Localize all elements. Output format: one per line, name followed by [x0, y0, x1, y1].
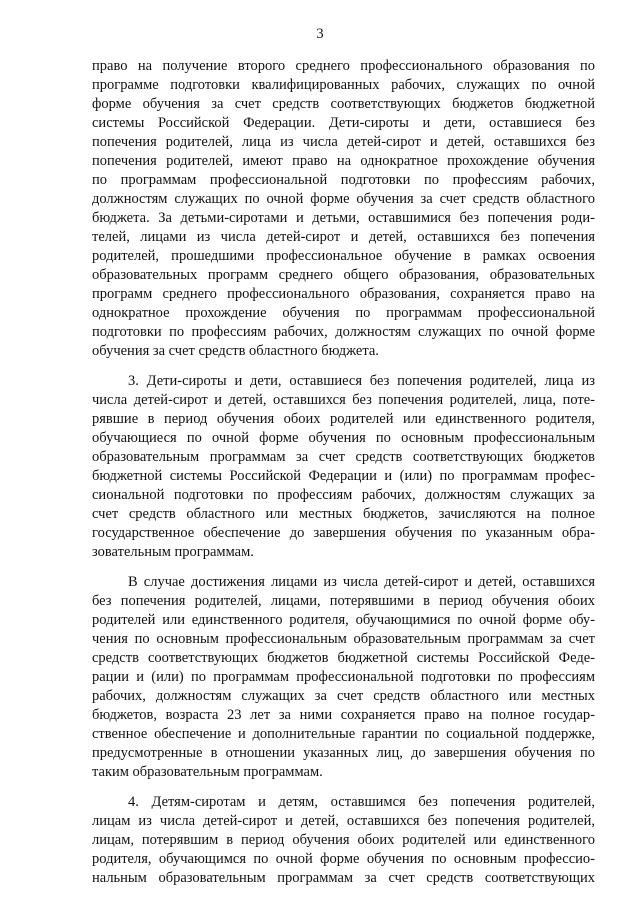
text-line: по программам профессиональной подготовки по профессиям рабочих, [92, 172, 595, 188]
text-line: лицам из числа детей-сирот и детей, оставшихся без попечения родителей, [92, 813, 595, 829]
text-line: подготовки по профессиям рабочих, должностям служащих по очной форме [92, 324, 595, 340]
text-line: родителей или единственного родителя, обучающимися по очной форме обу- [92, 612, 595, 628]
text-line: однократное прохождение обучения по программам профессиональной [92, 305, 595, 321]
text-line: образовательных программ среднего общего образования, образовательных [92, 267, 595, 283]
text-line: должностям служащих по очной форме обучения за счет средств областного [92, 191, 595, 207]
text-line: рации и (или) по программам профессиональной подготовки по профессиям [92, 669, 595, 685]
text-line: бюджета. За детьми-сиротами и детьми, оставшимися без попечения роди- [92, 210, 595, 226]
text-line: 4. Детям-сиротам и детям, оставшимся без попечения родителей, [128, 794, 595, 810]
text-line: рявшие в период обучения обоих родителей или единственного родителя, [92, 411, 595, 427]
text-line: бюджетов, возраста 23 лет за ними сохраняется право на полное государ- [92, 707, 595, 723]
text-line: программе подготовки квалифицированных рабочих, служащих по очной [92, 77, 595, 93]
text-line: таким образовательным программам. [92, 764, 323, 780]
page-number: 3 [316, 26, 324, 42]
text-line: 3. Дети-сироты и дети, оставшиеся без попечения родителей, лица из [128, 373, 595, 389]
text-line: программ среднего профессионального образования, сохраняется право на [92, 286, 595, 302]
text-line: В случае достижения лицами из числа детей-сирот и детей, оставшихся [128, 574, 595, 590]
text-line: рабочих, должностям служащих за счет средств областного или местных [92, 688, 595, 704]
text-line: родителя, обучающимся по очной форме обучения по основным профессио- [92, 851, 595, 867]
text-line: бюджетной системы Российской Федерации и (или) по программам профес- [92, 468, 595, 484]
text-line: сиональной подготовки по профессиям рабочих, должностям служащих за [92, 487, 595, 503]
text-line: образовательным программам за счет средств соответствующих бюджетов [92, 449, 595, 465]
text-line: чения по основным профессиональным образовательным программам за счет [92, 631, 595, 647]
text-line: обучающиеся по очной форме обучения по основным профессиональным [92, 430, 595, 446]
text-line: попечения родителей, лица из числа детей-сирот и детей, оставшихся без [92, 134, 595, 150]
document-body [92, 57, 595, 899]
text-line: право на получение второго среднего профессионального образования по [92, 58, 595, 74]
text-line: зовательным программам. [92, 544, 254, 560]
text-line: без попечения родителей, лицами, потерявшими в период обучения обоих [92, 593, 595, 609]
text-line: счет средств областного или местных бюджетов, зачисляются на полное [92, 506, 595, 522]
text-line: обучения за счет средств областного бюджета. [92, 343, 379, 359]
text-line: форме обучения за счет средств соответствующих бюджетов бюджетной [92, 96, 595, 112]
paragraph-item-4 [92, 793, 595, 888]
paragraph-item-3 [92, 372, 595, 562]
text-line: родителей, прошедшими профессиональное обучение в рамках освоения [92, 248, 595, 264]
text-line: средств соответствующих бюджетов бюджетной системы Российской Феде- [92, 650, 595, 666]
text-line: предусмотренные в отношении указанных лиц, до завершения обучения по [92, 745, 595, 761]
text-line: нальным образовательным программам за счет средств соответствующих [92, 870, 595, 886]
text-line: ственное обеспечение и дополнительные гарантии по социальной поддержке, [92, 726, 595, 742]
text-line: числа детей-сирот и детей, оставшихся без попечения родителей, лица, поте- [92, 392, 595, 408]
text-line: системы Российской Федерации. Дети-сироты и дети, оставшиеся без [92, 115, 595, 131]
text-line: лицам, потерявшим в период обучения обоих родителей или единственного [92, 832, 595, 848]
paragraph-age-23 [92, 573, 595, 782]
text-line: государственное обеспечение до завершения обучения по указанным обра- [92, 525, 595, 541]
text-line: попечения родителей, имеют право на однократное прохождение обучения [92, 153, 595, 169]
text-line: телей, лицами из числа детей-сирот и детей, оставшихся без попечения [92, 229, 595, 245]
paragraph-continuation [92, 57, 595, 361]
